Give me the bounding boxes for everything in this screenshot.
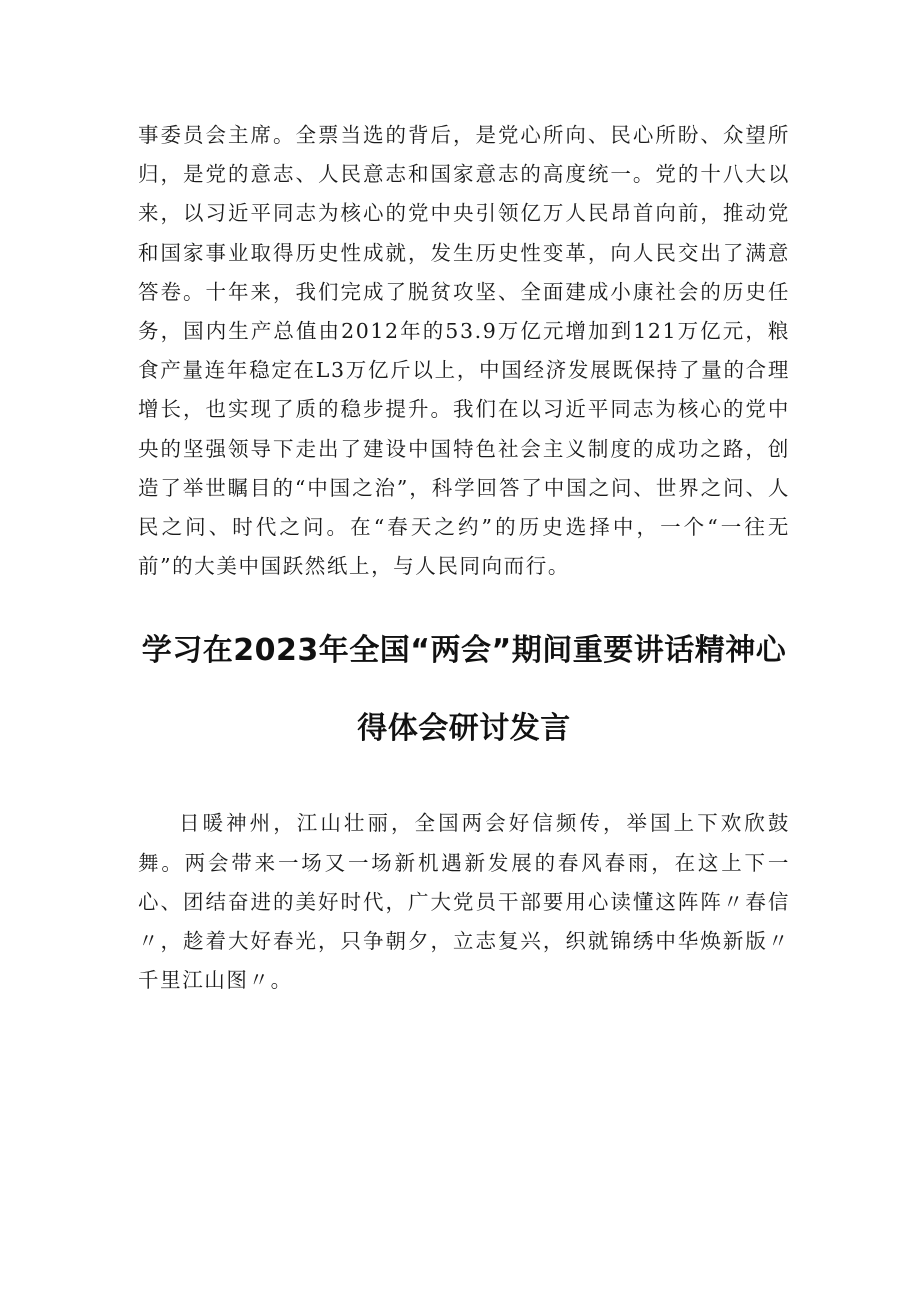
article-heading: 学习在2023年全国“两会”期间重要讲话精神心得体会研讨发言 (141, 633, 787, 747)
document-page (138, 116, 790, 1000)
body-paragraph-intro: 日暖神州，江山壮丽，全国两会好信频传，举国上下欢欣鼓舞。两会带来一场又一场新机遇新发展的春风春雨，在这上下一心、团结奋进的美好时代，广大党员干部要用心读懂这阵阵〃春信〃，趁着大好春光，只争朝夕，立志复兴，织就锦绣中华焕新版〃千里江山图〃。 (138, 811, 790, 993)
body-paragraph-continuation: 事委员会主席。全票当选的背后，是党心所向、民心所盼、众望所归，是党的意志、人民意志和国家意志的高度统一。党的十八大以来，以习近平同志为核心的党中央引领亿万人民昂首向前，推动党和国家事业取得历史性成就，发生历史性变革，向人民交出了满意答卷。十年来，我们完成了脱贫攻坚、全面建成小康社会的历史任务，国内生产总值由2012年的53.9万亿元增加到121万亿元，粮食产量连年稳定在L3万亿斤以上，中国经济发展既保持了量的合理增长，也实现了质的稳步提升。我们在以习近平同志为核心的党中央的坚强领导下走出了建设中国特色社会主义制度的成功之路，创造了举世瞩目的“中国之治”，科学回答了中国之问、世界之问、人民之问、时代之问。在“春天之约”的历史选择中，一个“一往无前”的大美中国跃然纸上，与人民同向而行。 (138, 123, 790, 579)
